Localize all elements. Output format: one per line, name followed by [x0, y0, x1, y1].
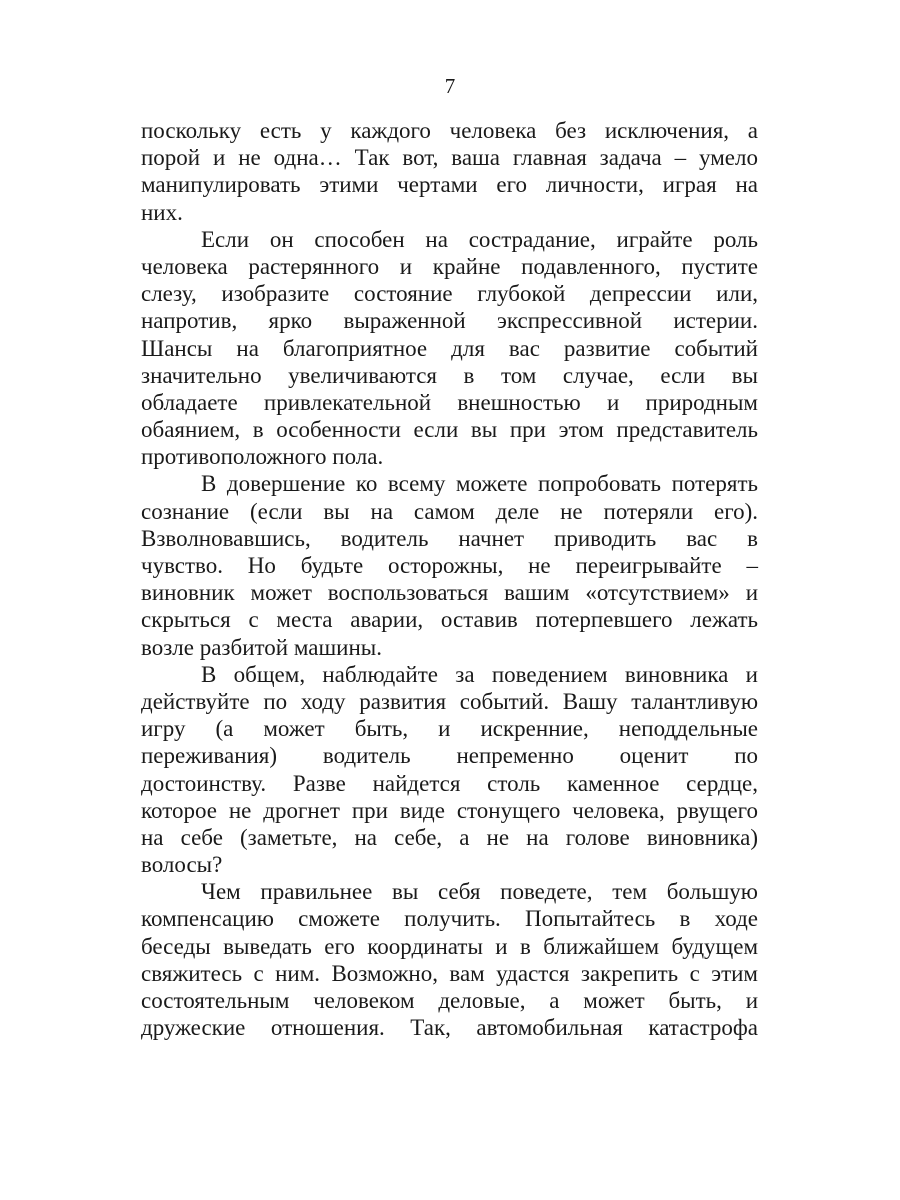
text-line: сознание (если вы на самом деле не потеряли его).: [141, 498, 758, 524]
paragraph: [141, 117, 758, 226]
text-line: чувство. Но будьте осторожны, не переигрывайте –: [141, 553, 758, 578]
text-line: возле разбитой машины.: [141, 634, 382, 660]
text-line: противоположного пола.: [141, 444, 384, 470]
text-line: В общем, наблюдайте за поведением виновника и: [201, 661, 758, 687]
text-line: значительно увеличиваются в том случае, если вы: [141, 362, 758, 388]
text-line: игру (а может быть, и искренние, неподдельные: [141, 716, 758, 742]
text-line: на себе (заметьте, на себе, а не на голове виновника): [141, 824, 758, 850]
text-line: дружеские отношения. Так, автомобильная катастрофа: [141, 1015, 758, 1041]
text-line: достоинству. Разве найдется столь каменное сердце,: [141, 770, 758, 796]
paragraph: [141, 470, 758, 660]
text-line: поскольку есть у каждого человека без исключения, а: [141, 118, 758, 143]
text-line: Взволновавшись, водитель начнет приводить вас в: [141, 525, 758, 551]
text-line: напротив, ярко выраженной экспрессивной истерии.: [141, 308, 758, 334]
text-line: слезу, изобразите состояние глубокой депрессии или,: [141, 281, 758, 307]
text-line: скрыться с места аварии, оставив потерпевшего лежать: [141, 607, 758, 633]
paragraph: [141, 661, 758, 879]
text-line: них.: [141, 199, 183, 225]
text-line: порой и не одна… Так вот, ваша главная задача – умело: [141, 145, 758, 171]
text-line: действуйте по ходу развития событий. Вашу талантливую: [141, 688, 758, 714]
text-line: компенсацию сможете получить. Попытайтесь в ходе: [141, 906, 758, 932]
text-line: Чем правильнее вы себя поведете, тем большую: [201, 879, 758, 905]
page-number: 7: [444, 74, 456, 98]
paragraph: [141, 878, 758, 1041]
text-line: обаянием, в особенности если вы при этом представитель: [141, 417, 758, 443]
text-line: которое не дрогнет при виде стонущего человека, рвущего: [141, 797, 758, 823]
text-line: свяжитесь с ним. Возможно, вам удастся закрепить с этим: [141, 960, 758, 986]
text-line: человека растерянного и крайне подавленного, пустите: [141, 253, 758, 279]
text-line: переживания) водитель непременно оценит по: [141, 743, 758, 769]
text-line: беседы выведать его координаты и в ближайшем будущем: [141, 933, 758, 959]
text-line: Если он способен на сострадание, играйте роль: [201, 226, 758, 252]
paragraph: [141, 226, 758, 471]
text-line: виновник может воспользоваться вашим «отсутствием» и: [141, 580, 758, 606]
text-line: Шансы на благоприятное для вас развитие событий: [141, 335, 758, 361]
body-text: [141, 117, 758, 1041]
text-line: обладаете привлекательной внешностью и природным: [141, 389, 758, 415]
text-line: состоятельным человеком деловые, а может быть, и: [141, 988, 758, 1013]
text-line: В довершение ко всему можете попробовать потерять: [201, 471, 758, 497]
text-line: волосы?: [141, 852, 223, 878]
text-line: манипулировать этими чертами его личности, играя на: [141, 172, 758, 198]
